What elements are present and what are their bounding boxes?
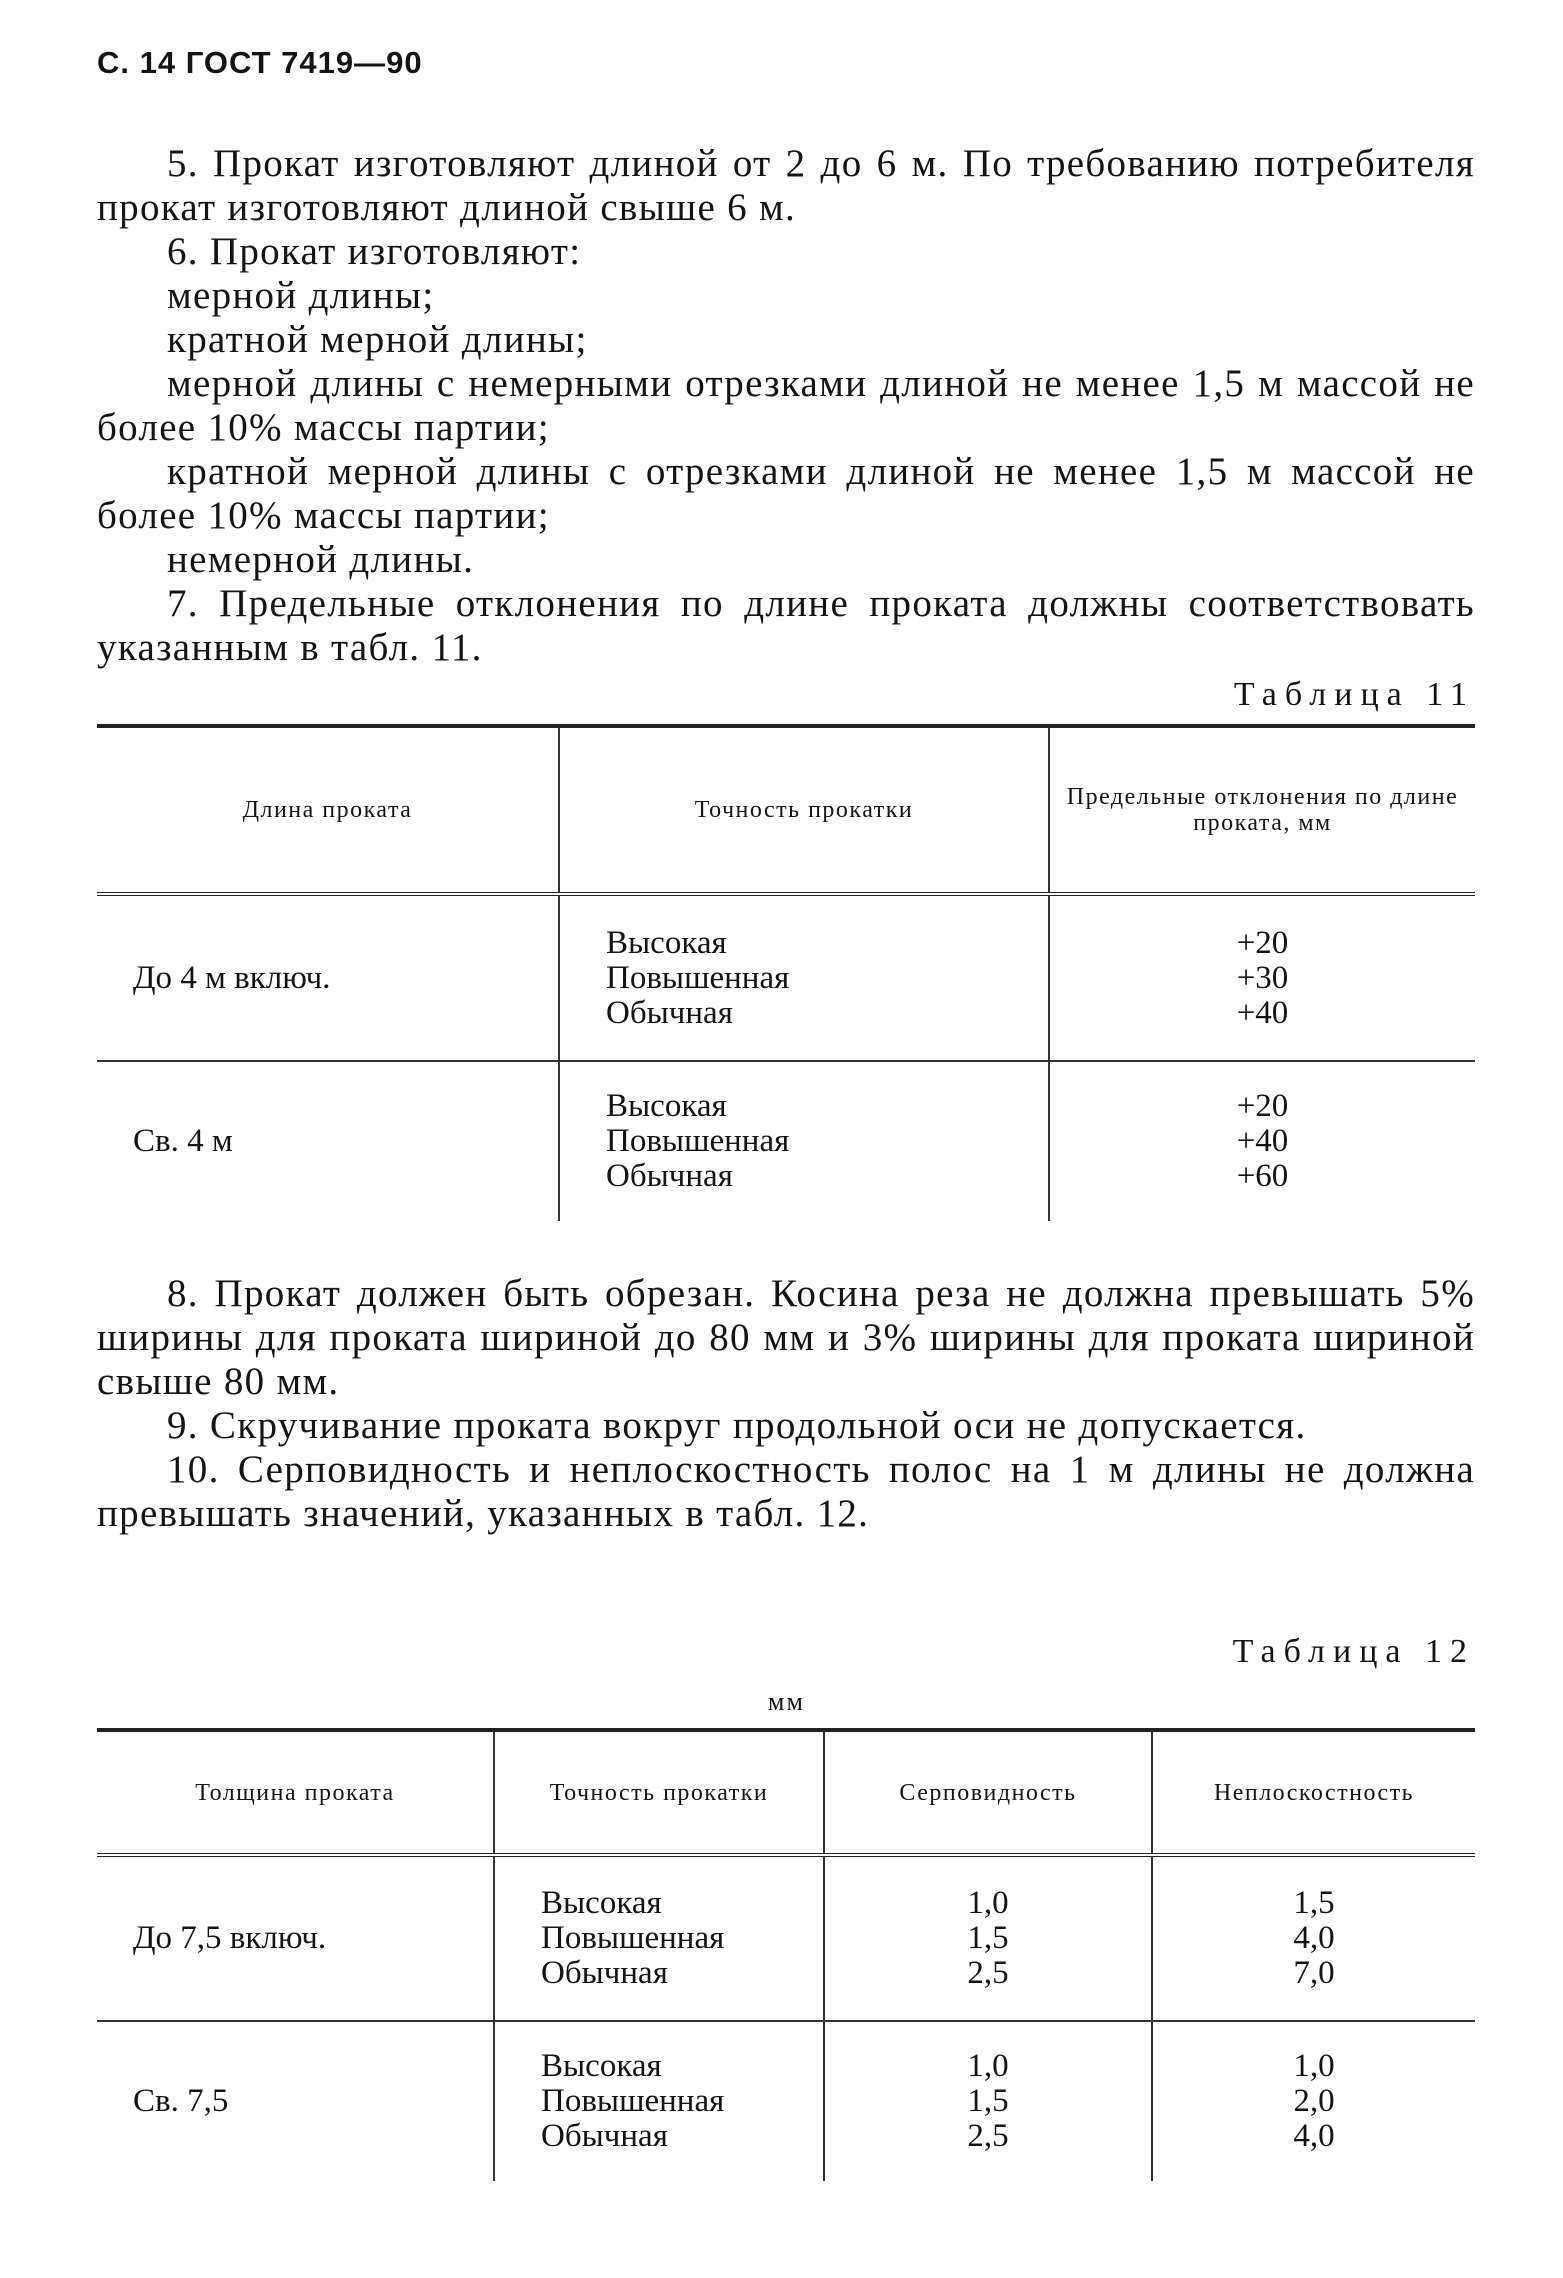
table12-cell-accuracy [494, 1855, 824, 2021]
deviation-value: +20 [1236, 1088, 1289, 1124]
table12-cell-camber [824, 2021, 1152, 2181]
table-row [97, 894, 1475, 1061]
page-header: С. 14 ГОСТ 7419—90 [97, 45, 423, 80]
accuracy-increased: Повышенная [606, 959, 790, 996]
deviation-value: +40 [1236, 994, 1289, 1031]
table12-header-accuracy: Точность прокатки [494, 1730, 824, 1855]
flatness-value: 1,0 [1293, 2048, 1335, 2084]
accuracy-high: Высокая [606, 1088, 727, 1124]
flatness-value: 4,0 [1293, 2118, 1335, 2154]
table12-units: мм [768, 1687, 805, 1716]
table12-cell-flatness [1152, 1855, 1475, 2021]
table11-cell-length: Св. 4 м [133, 1123, 233, 1159]
table-row [97, 1855, 1475, 2021]
table-row [97, 2021, 1475, 2181]
table11-caption: Таблица 11 [1233, 676, 1475, 713]
paragraph-6b: кратной мерной длины; [167, 318, 588, 361]
section-body-bottom [97, 1272, 1475, 1536]
table11-header-accuracy: Точность прокатки [559, 726, 1049, 894]
accuracy-normal: Обычная [606, 1158, 733, 1194]
table11-cell-deviation [1049, 1061, 1475, 1221]
deviation-value: +20 [1236, 924, 1289, 961]
table12-cell-accuracy [494, 2021, 824, 2181]
flatness-value: 1,5 [1293, 1885, 1335, 1921]
camber-value: 1,0 [967, 2048, 1009, 2084]
table12-cell-thickness: Св. 7,5 [133, 2083, 229, 2119]
flatness-value: 4,0 [1293, 1920, 1335, 1956]
table-11 [97, 724, 1475, 1221]
camber-value: 2,5 [967, 2118, 1009, 2154]
paragraph-6: 6. Прокат изготовляют: [167, 230, 582, 273]
paragraph-10: 10. Серповидность и неплоскостность полос на 1 м длины не должна превышать значений, указанных в табл. 12. [97, 1448, 1475, 1535]
paragraph-5: 5. Прокат изготовляют длиной от 2 до 6 м. По требованию потребителя прокат изготовляют длиной свыше 6 м. [97, 142, 1475, 229]
accuracy-normal: Обычная [541, 2118, 668, 2154]
camber-value: 2,5 [967, 1955, 1009, 1991]
deviation-value: +40 [1236, 1123, 1289, 1159]
paragraph-8: 8. Прокат должен быть обрезан. Косина реза не должна превышать 5% ширины для проката шириной до 80 мм и 3% ширины для проката шириной свыше 80 мм. [97, 1272, 1475, 1403]
table11-cell-accuracy [559, 1061, 1049, 1221]
table11-header-deviation: Предельные отклонения по длине проката, мм [1049, 726, 1475, 894]
table12-cell-thickness: До 7,5 включ. [97, 1855, 494, 2021]
accuracy-increased: Повышенная [541, 2083, 725, 2119]
accuracy-normal: Обычная [541, 1955, 668, 1991]
table12-header-camber: Серповидность [824, 1730, 1152, 1855]
section-body-top [97, 142, 1475, 670]
flatness-value: 7,0 [1293, 1955, 1335, 1991]
camber-value: 1,5 [967, 2083, 1009, 2119]
paragraph-9: 9. Скручивание проката вокруг продольной оси не допускается. [167, 1404, 1307, 1447]
paragraph-6d: кратной мерной длины с отрезками длиной не менее 1,5 м массой не более 10% массы партии; [97, 450, 1475, 537]
table11-cell-accuracy [559, 894, 1049, 1061]
accuracy-high: Высокая [541, 2048, 662, 2084]
accuracy-increased: Повышенная [541, 1920, 725, 1956]
table12-cell-camber [824, 1855, 1152, 2021]
camber-value: 1,0 [967, 1885, 1009, 1921]
table12-header-thickness: Толщина проката [97, 1730, 494, 1855]
table-12 [97, 1728, 1475, 2181]
table11-cell-length: До 4 м включ. [97, 894, 559, 1061]
deviation-value: +30 [1236, 959, 1289, 996]
deviation-value: +60 [1236, 1158, 1289, 1194]
paragraph-6a: мерной длины; [167, 274, 435, 317]
accuracy-high: Высокая [606, 924, 727, 961]
table12-cell-flatness [1152, 2021, 1475, 2181]
table12-header-flatness: Неплоскостность [1152, 1730, 1475, 1855]
accuracy-high: Высокая [541, 1885, 662, 1921]
paragraph-7: 7. Предельные отклонения по длине проката должны соответствовать указанным в табл. 11. [97, 582, 1475, 669]
table11-header-length: Длина проката [97, 726, 559, 894]
table12-caption: Таблица 12 [1232, 1633, 1475, 1670]
accuracy-normal: Обычная [606, 994, 733, 1031]
camber-value: 1,5 [967, 1920, 1009, 1956]
paragraph-6e: немерной длины. [167, 538, 475, 581]
flatness-value: 2,0 [1293, 2083, 1335, 2119]
accuracy-increased: Повышенная [606, 1123, 790, 1159]
table11-cell-deviation [1049, 894, 1475, 1061]
paragraph-6c: мерной длины с немерными отрезками длиной не менее 1,5 м массой не более 10% массы партии; [97, 362, 1475, 449]
table-row [97, 1061, 1475, 1221]
